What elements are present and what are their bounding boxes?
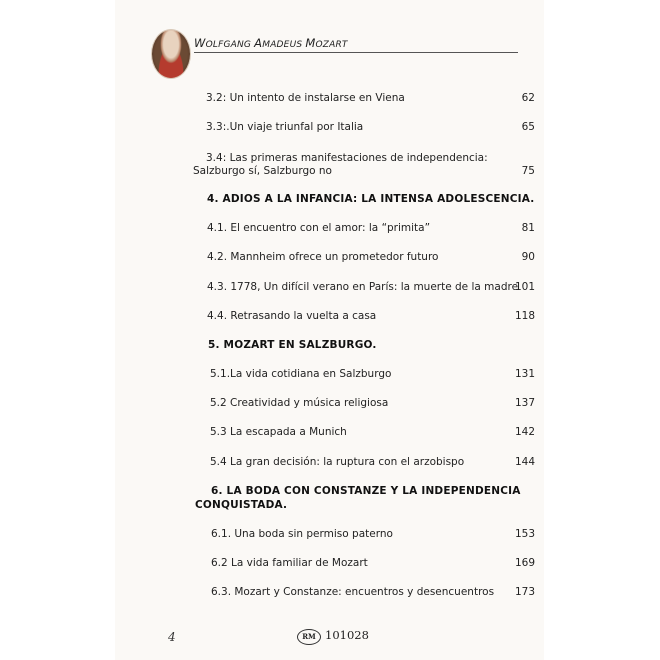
toc-chapter-heading: 5. MOZART EN SALZBURGO. <box>208 339 377 351</box>
toc-entry-page: 62 <box>521 92 535 104</box>
toc-entry-page: 142 <box>514 426 535 438</box>
toc-entry-page: 169 <box>514 557 535 569</box>
running-title-text: W <box>194 36 206 50</box>
running-title-text: OLFGANG <box>205 40 255 50</box>
toc-entry-page: 137 <box>514 397 535 409</box>
toc-entry-page: 90 <box>521 251 535 263</box>
toc-entry-page: 118 <box>514 310 535 322</box>
running-title-text: OZART <box>315 40 348 50</box>
toc-entry-label: 3.2: Un intento de instalarse en Viena <box>206 92 405 104</box>
running-title-text: MADEUS <box>262 40 306 50</box>
catalog-number: 101028 <box>325 628 369 642</box>
toc-entry-label: 6.1. Una boda sin permiso paterno <box>211 528 393 540</box>
toc-entry-page: 81 <box>521 222 535 234</box>
toc-chapter-heading: 4. ADIOS A LA INFANCIA: LA INTENSA ADOLESCENCIA. <box>207 193 535 205</box>
toc-entry-label: 5.4 La gran decisión: la ruptura con el arzobispo <box>210 456 465 468</box>
toc-entry-label: 6.2 La vida familiar de Mozart <box>211 557 368 569</box>
toc-entry-page: 144 <box>514 456 535 468</box>
toc-entry-label: 5.2 Creatividad y música religiosa <box>210 397 389 409</box>
running-title-text: M <box>305 36 316 50</box>
toc-chapter-heading: CONQUISTADA. <box>195 499 288 511</box>
running-title-text: A <box>254 36 263 50</box>
toc-entry-page: 65 <box>521 121 535 133</box>
running-title <box>194 36 348 50</box>
toc-chapter-heading: 6. LA BODA CON CONSTANZE Y LA INDEPENDENCIA <box>211 485 521 497</box>
toc-entry-label: 3.4: Las primeras manifestaciones de independencia: <box>206 152 488 164</box>
toc-entry-page: 173 <box>514 586 535 598</box>
toc-entry-page: 101 <box>514 281 535 293</box>
page-number: 4 <box>168 630 176 644</box>
publisher-logo-icon: RM <box>297 629 321 645</box>
toc-entry-label: 6.3. Mozart y Constanze: encuentros y desencuentros <box>211 586 495 598</box>
toc-entry-label: 5.1.La vida cotidiana en Salzburgo <box>210 368 392 380</box>
toc-entry-label: 3.3:.Un viaje triunfal por Italia <box>206 121 364 133</box>
toc-entry-label: 4.4. Retrasando la vuelta a casa <box>207 310 377 322</box>
toc-entry-label: 5.3 La escapada a Munich <box>210 426 347 438</box>
toc-entry-label: Salzburgo sí, Salzburgo no <box>193 165 332 177</box>
toc-entry-page: 75 <box>521 165 535 177</box>
mozart-portrait-image <box>152 30 190 78</box>
toc-entry-label: 4.2. Mannheim ofrece un prometedor futuro <box>207 251 439 263</box>
toc-entry-label: 4.1. El encuentro con el amor: la “primita” <box>207 222 431 234</box>
toc-entry-page: 153 <box>514 528 535 540</box>
toc-entry-page: 131 <box>514 368 535 380</box>
header-rule <box>194 52 518 53</box>
toc-entry-label: 4.3. 1778, Un difícil verano en París: la muerte de la madre <box>207 281 519 293</box>
